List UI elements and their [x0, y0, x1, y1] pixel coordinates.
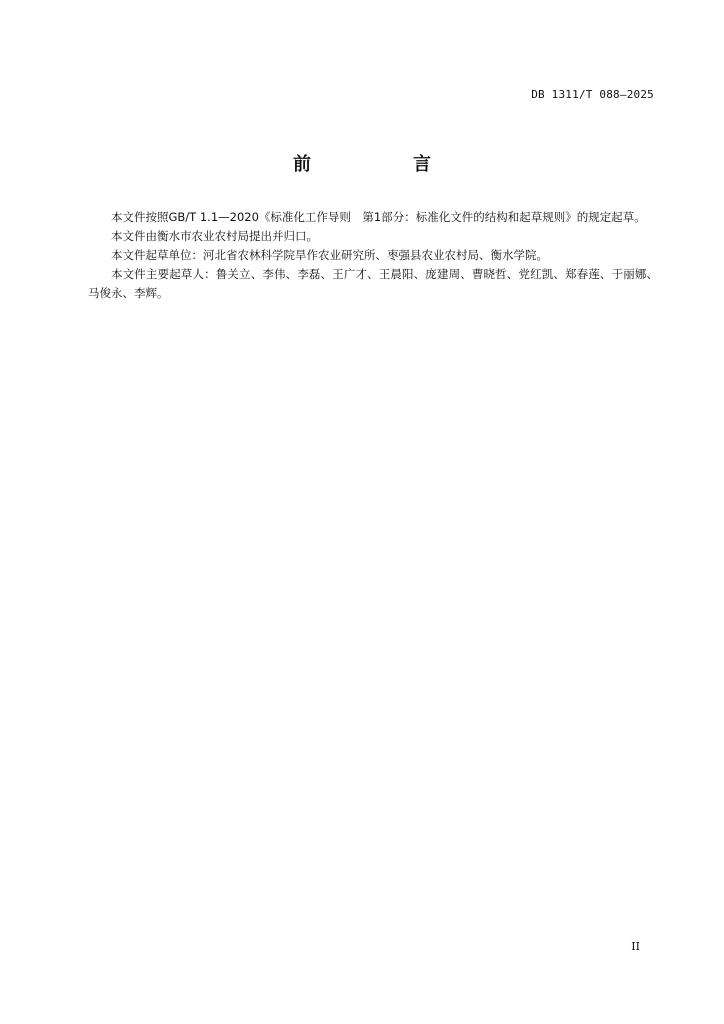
- foreword-body: [88, 208, 658, 303]
- paragraph-proposer: 本文件由衡水市农业农村局提出并归口。: [111, 229, 318, 243]
- paragraph-drafters: 本文件主要起草人：鲁关立、李伟、李磊、王广才、王晨阳、庞建周、曹晓哲、党红凯、郑春莲、于丽娜、马俊永、李辉。: [88, 267, 658, 300]
- paragraph-drafting-units: 本文件起草单位：河北省农林科学院旱作农业研究所、枣强县农业农村局、衡水学院。: [111, 248, 548, 262]
- paragraph-drafting-basis: 本文件按照GB/T 1.1—2020《标准化工作导则 第1部分：标准化文件的结构和起草规则》的规定起草。: [111, 210, 646, 224]
- page-number: II: [631, 940, 640, 953]
- document-code: DB 1311/T 088—2025: [531, 88, 654, 101]
- page-title: 前 言: [293, 154, 473, 175]
